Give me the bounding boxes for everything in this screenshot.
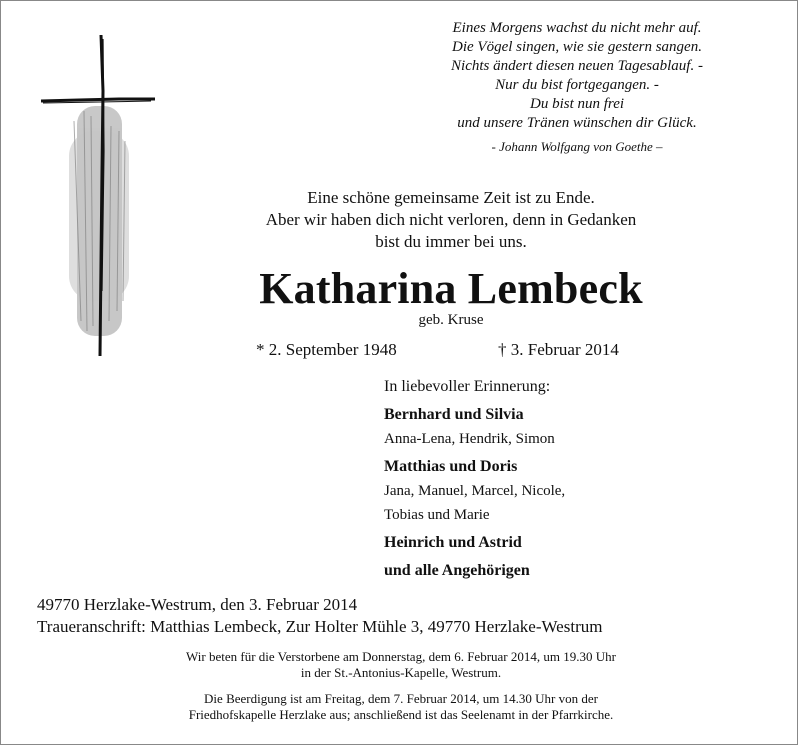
intro-line: bist du immer bei uns. (375, 232, 527, 251)
poem-author: - Johann Wolfgang von Goethe – (491, 139, 663, 154)
death-date: † 3. Februar 2014 (498, 340, 619, 359)
notice-line: Die Beerdigung ist am Freitag, dem 7. Februar 2014, um 14.30 Uhr von der (204, 691, 598, 706)
group-name: Matthias und Doris (384, 458, 518, 475)
intro-text (191, 187, 711, 253)
group-members: Anna-Lena, Hendrik, Simon (384, 431, 555, 447)
poem-line: Eines Morgens wachst du nicht mehr auf. (452, 20, 702, 36)
notice-line: Wir beten für die Verstorbene am Donnerstag, dem 6. Februar 2014, um 19.30 Uhr (186, 649, 616, 664)
deceased-name: Katharina Lembeck (259, 264, 643, 313)
prayer-notice (41, 649, 761, 681)
intro-line: Aber wir haben dich nicht verloren, denn in Gedanken (265, 210, 637, 229)
cross-icon (39, 31, 159, 361)
birth-name: geb. Kruse (418, 312, 484, 328)
place-date: 49770 Herzlake-Westrum, den 3. Februar 2014 (37, 595, 358, 614)
funeral-notice (41, 691, 761, 723)
birth-date: * 2. September 1948 (256, 340, 397, 359)
mourning-address: Traueranschrift: Matthias Lembeck, Zur Holter Mühle 3, 49770 Herzlake-Westrum (37, 617, 603, 636)
poem-line: Nur du bist fortgegangen. - (495, 77, 659, 93)
group-name: Heinrich und Astrid (384, 534, 522, 551)
place-date-address (37, 594, 602, 638)
poem-line: Nichts ändert diesen neuen Tagesablauf. - (451, 58, 703, 74)
notice-line: in der St.-Antonius-Kapelle, Westrum. (300, 665, 502, 680)
group-name: Bernhard und Silvia (384, 406, 524, 423)
poem-line: Du bist nun frei (529, 96, 625, 112)
poem-line: Die Vögel singen, wie sie gestern sangen. (452, 39, 702, 55)
group-members: Jana, Manuel, Marcel, Nicole, (384, 483, 566, 499)
mourners-heading: In liebevoller Erinnerung: (384, 378, 551, 395)
group-name: und alle Angehörigen (384, 562, 530, 579)
intro-line: Eine schöne gemeinsame Zeit ist zu Ende. (307, 188, 595, 207)
poem-line: und unsere Tränen wünschen dir Glück. (457, 115, 697, 131)
poem (397, 19, 757, 156)
group-members: Tobias und Marie (384, 507, 490, 523)
notice-line: Friedhofskapelle Herzlake aus; anschließend ist das Seelenamt in der Pfarrkirche. (188, 707, 614, 722)
mourners-list (384, 375, 714, 583)
